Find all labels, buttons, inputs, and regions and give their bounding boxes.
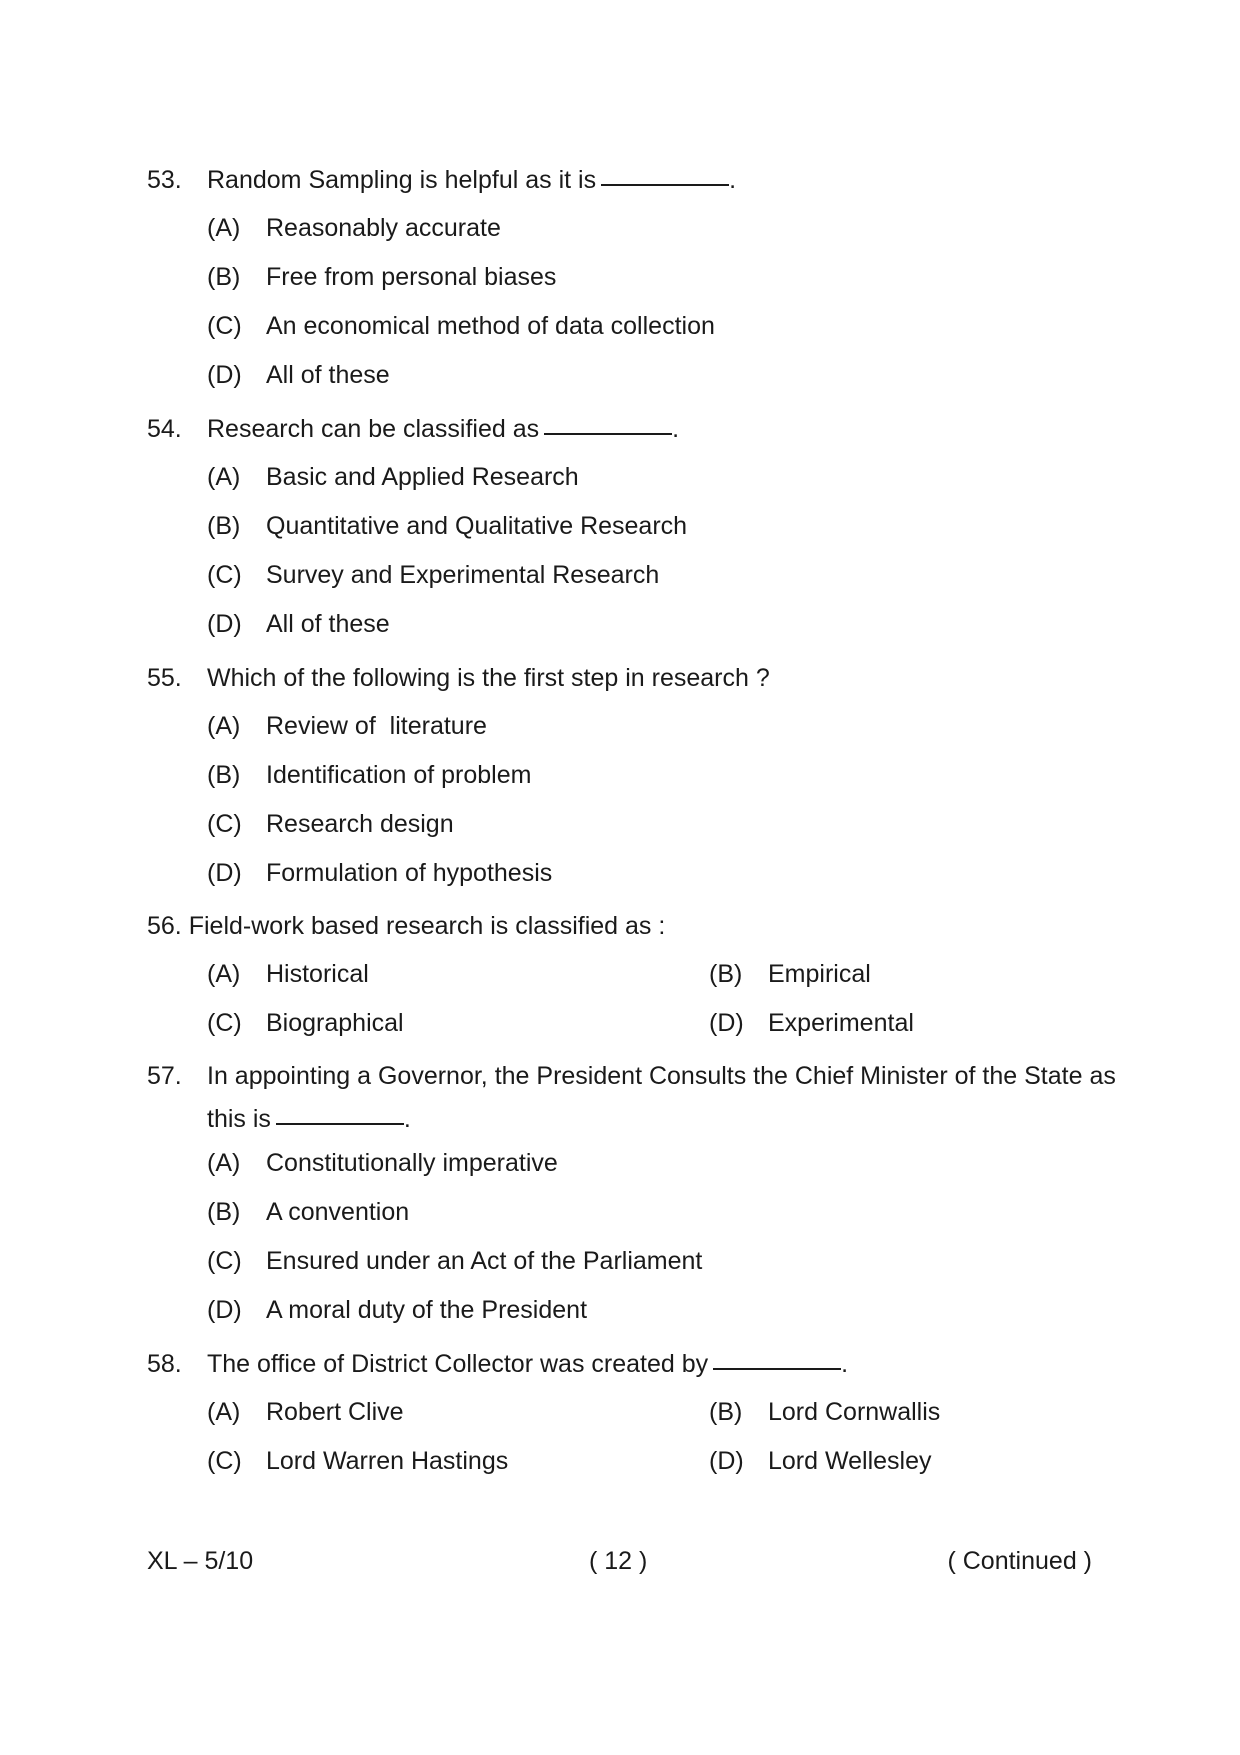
option-label: (D)	[709, 1447, 744, 1475]
option-b	[207, 763, 1097, 788]
option-label: (B)	[207, 512, 241, 540]
option-text: Survey and Experimental Research	[266, 561, 660, 589]
option-row	[207, 1011, 1097, 1036]
option-d	[207, 612, 1097, 637]
question-number: 56.	[147, 912, 182, 940]
option-label: (D)	[709, 1009, 744, 1037]
question-stem	[147, 666, 1097, 696]
option-d	[207, 1298, 1097, 1323]
question-end: .	[403, 1105, 411, 1133]
page-number: ( 12 )	[589, 1547, 648, 1575]
option-text: Free from personal biases	[266, 263, 557, 291]
fill-blank	[713, 1367, 841, 1370]
option-c	[207, 1249, 1097, 1274]
option-text: Basic and Applied Research	[266, 463, 579, 491]
option-b	[207, 514, 1097, 539]
question-text: Field-work based research is classified as :	[188, 912, 666, 940]
option-text: Ensured under an Act of the Parliament	[266, 1247, 703, 1275]
fill-blank	[544, 432, 672, 435]
page-footer	[147, 1547, 1092, 1577]
options-56	[207, 962, 1097, 1036]
question-text-line2: this is	[207, 1105, 271, 1133]
question-number: 54.	[147, 415, 182, 443]
option-label: (B)	[207, 263, 241, 291]
question-stem	[147, 1352, 1097, 1382]
option-d	[207, 861, 1097, 886]
option-c	[207, 314, 1097, 339]
option-a	[207, 465, 1097, 490]
fill-blank	[601, 183, 729, 186]
question-text: Which of the following is the first step in research ?	[207, 664, 770, 692]
options-57	[207, 1151, 1097, 1323]
option-label: (D)	[207, 361, 242, 389]
option-text: Review of literature	[266, 712, 487, 740]
option-text: A moral duty of the President	[266, 1296, 588, 1324]
option-text: Empirical	[768, 960, 871, 988]
option-label: (B)	[207, 1198, 241, 1226]
option-text: A convention	[266, 1198, 410, 1226]
question-text: The office of District Collector was created by	[207, 1350, 709, 1378]
option-text: Identification of problem	[266, 761, 532, 789]
option-label: (A)	[207, 1149, 241, 1177]
option-label: (C)	[207, 810, 242, 838]
paper-code: XL – 5/10	[147, 1547, 254, 1575]
question-55	[147, 666, 1097, 696]
question-text-line1: In appointing a Governor, the President Consults the Chief Minister of the State as	[207, 1062, 1116, 1090]
option-c	[207, 812, 1097, 837]
option-label: (A)	[207, 214, 241, 242]
question-page	[147, 166, 1116, 1475]
option-label: (D)	[207, 1296, 242, 1324]
option-label: (B)	[709, 960, 743, 988]
option-text: Biographical	[266, 1009, 404, 1037]
option-row	[207, 962, 1097, 987]
option-text: Robert Clive	[266, 1398, 404, 1426]
option-label: (C)	[207, 1009, 242, 1037]
option-label: (A)	[207, 712, 241, 740]
option-label: (C)	[207, 312, 242, 340]
question-stem	[147, 417, 1097, 447]
option-text: Lord Warren Hastings	[266, 1447, 509, 1475]
option-row	[207, 1400, 1097, 1425]
option-label: (B)	[709, 1398, 743, 1426]
option-label: (D)	[207, 610, 242, 638]
option-c	[207, 563, 1097, 588]
question-number: 53.	[147, 166, 182, 194]
question-text: Research can be classified as	[207, 415, 540, 443]
option-a	[207, 714, 1097, 739]
options-54	[207, 465, 1097, 637]
option-text: All of these	[266, 610, 390, 638]
option-label: (D)	[207, 859, 242, 887]
option-label: (C)	[207, 1447, 242, 1475]
option-text: Reasonably accurate	[266, 214, 501, 242]
continued-label: ( Continued )	[947, 1547, 1092, 1575]
option-b	[207, 265, 1097, 290]
question-end: .	[672, 415, 680, 443]
question-number: 55.	[147, 664, 182, 692]
option-label: (C)	[207, 1247, 242, 1275]
option-row	[207, 1449, 1097, 1474]
question-number: 57.	[147, 1062, 182, 1090]
question-end: .	[841, 1350, 849, 1378]
option-a	[207, 216, 1097, 241]
option-label: (A)	[207, 1398, 241, 1426]
fill-blank	[276, 1122, 404, 1125]
option-text: Lord Wellesley	[768, 1447, 932, 1475]
options-55	[207, 714, 1097, 886]
option-text: Quantitative and Qualitative Research	[266, 512, 688, 540]
option-label: (B)	[207, 761, 241, 789]
question-53	[147, 168, 1097, 198]
option-text: Constitutionally imperative	[266, 1149, 558, 1177]
question-56	[147, 914, 1097, 944]
option-label: (A)	[207, 960, 241, 988]
option-text: All of these	[266, 361, 390, 389]
question-end: .	[729, 166, 737, 194]
question-stem	[147, 1055, 1116, 1141]
option-label: (A)	[207, 463, 241, 491]
question-58	[147, 1352, 1097, 1382]
option-text: Experimental	[768, 1009, 914, 1037]
option-b	[207, 1200, 1097, 1225]
question-text: Random Sampling is helpful as it is	[207, 166, 597, 194]
question-stem	[147, 168, 1097, 198]
option-text: Formulation of hypothesis	[266, 859, 553, 887]
option-text: An economical method of data collection	[266, 312, 715, 340]
question-stem	[147, 914, 1097, 944]
question-54	[147, 417, 1097, 447]
option-text: Research design	[266, 810, 454, 838]
options-53	[207, 216, 1097, 388]
option-text: Historical	[266, 960, 369, 988]
option-label: (C)	[207, 561, 242, 589]
option-d	[207, 363, 1097, 388]
question-57	[147, 1055, 1116, 1141]
question-number: 58.	[147, 1350, 182, 1378]
option-text: Lord Cornwallis	[768, 1398, 941, 1426]
options-58	[207, 1400, 1097, 1474]
option-a	[207, 1151, 1097, 1176]
